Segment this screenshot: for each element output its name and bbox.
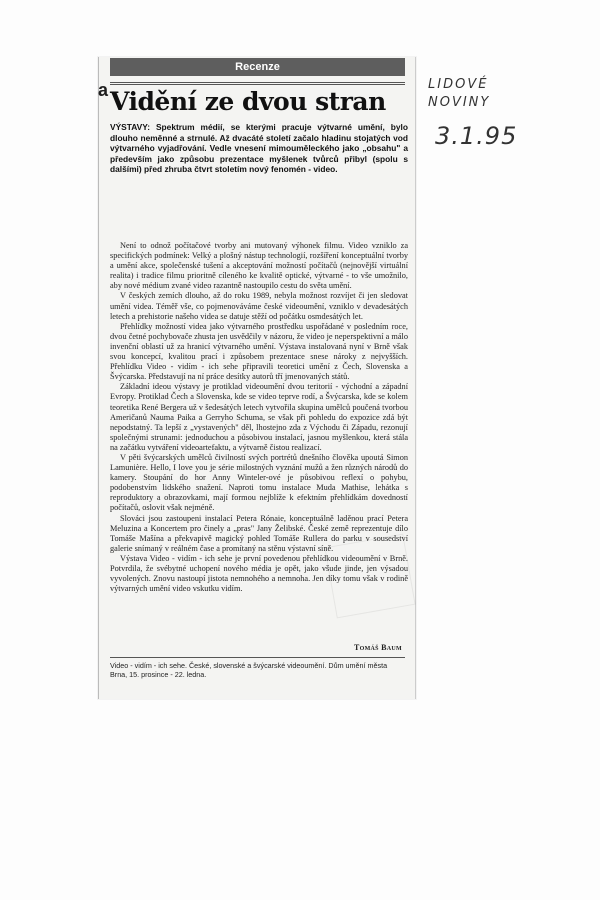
handwritten-date: 3.1.95: [435, 122, 518, 150]
info-rule: [110, 657, 405, 658]
paragraph: Výstava Video - vidím - ich sehe je první povedenou přehlídkou videoumění v Brně. Potvrdila, že svébytné uchopení nového média je opět, jako všude jinde, jen výsadou vyvolených. Znovu nastoupí jistota nemnohého a nemnoha. Jen díky tomu však v rodině výtvarných umění video vskutku vidím.: [110, 553, 408, 594]
handwritten-source-line2: NOVINY: [428, 95, 491, 110]
paragraph: V pěti švýcarských umělců čivilností svých portrétů dnešního člověka upoutá Simon Lamunière. Hello, I love you je série milostných vyznání mužů a žen různých národů do kamery. Stoupání do hor Anny Winteler-ové je působivou reflexí o pohybu, podobenstvím lidského snažení. Naproti tomu instalace Muda Mathise, lehátka s reproduktory a obrazovkami, mají formou nejblíže k efektním přehlídkám dovedností počítačů, oslovit však nejméně.: [110, 452, 408, 513]
lead-label: VÝSTAVY:: [110, 122, 151, 132]
author-signature: Tomáš Baum: [353, 643, 402, 652]
handwritten-source-line1: LIDOVÉ: [428, 77, 489, 92]
paragraph: Základní ideou výstavy je protiklad videoumění dvou teritorií - východní a západní Evropy. Protiklad Čech a Slovenska, kde se video teprve rodí, a Švýcarska, kde se kolem teoretika René Bergera už v šedesátých letech vytvořila skupina umělců poučená tvorbou Američanů Nauma Paika a Gerryho Schuma, se však při pohledu do expozice zdá být nepodstatný. Ta lepší z „vystavených" děl, lhostejno zda z Východu či Západu, rezonují společnými strunami: jednoduchou a působivou instalací, jasnou myšlenkou, která stála na začátku vytváření videoartefaktu, a výtvarně čistou realizací.: [110, 382, 408, 452]
paragraph: Přehlídky možností videa jako výtvarného prostředku uspořádané v posledním roce, dvou četné pochybovače zhusta jen usvědčily v názoru, že video je neperspektivní a málo invenční oblastí už za hranicí výtvarného umění. Výstava instalovaná nyní v Brně však svou koncepcí, kvalitou prací i způsobem prezentace snese nároky z nejvyšších. Přehlídku Video - vidím - ich sehe připravili teoretici umění z Čech, Slovenska a Švýcarska. Představují na ní práce desítky autorů tří jmenovaných států.: [110, 321, 408, 382]
top-rule-thin: [110, 84, 405, 85]
lead-text: Spektrum médií, se kterými pracuje výtvarné umění, bylo dlouho neměnné a strnulé. Až dvacáté století začalo hladinu stojatých vod výtvarného vyjadřování. Vedle vnesení mimouměleckého jako „obsahu" a především jako způsobu prezentace myšlenek tvůrců přibyl (spolu s dalšími) před zhruba čtvrt stoletím nový fenomén - video.: [110, 122, 408, 175]
exhibition-info: Video - vidím - ich sehe. České, slovenské a švýcarské videoumění. Dům umění města Brna, 15. prosince - 22. ledna.: [110, 661, 388, 680]
paragraph: Není to odnož počítačové tvorby ani mutovaný výhonek filmu. Video vzniklo za specifických podmínek: Velký a plošný nástup technologií, rozšíření konceptuální tvorby a umění akce, společenské tušení a akceptování možností počítačů (nejnovější virtuální realita) i tradice filmu prioritně cíleného ke kvalitě optické, výtvarné - to vše umožnilo, aby nové médium zvané video razantně nastoupilo cestu do světa umění.: [110, 241, 408, 291]
section-rubric: Recenze: [110, 58, 405, 76]
article-title: Vidění ze dvou stran: [110, 87, 386, 116]
paragraph: Slováci jsou zastoupeni instalací Petera Rónaie, konceptuálně laděnou prací Petera Meluzina a Koncertem pro činely a „pras" Jany Želibské. České země reprezentuje dílo Tomáše Mašína a překvapivě magický pohled Tomáše Rullera do parku v sousedství galerie snímaný v reálném čase a promítaný na stěnu výstavní síně.: [110, 513, 408, 553]
top-rule: [110, 82, 405, 83]
edge-fragment: a: [98, 80, 109, 100]
stamp-ghost: [324, 534, 415, 619]
article-lead: [110, 122, 408, 175]
paragraph: V českých zemích dlouho, až do roku 1989, nebyla možnost rozvíjet či jen sledovat umění videa. Téměř vše, co pojmenováváme české videoumění, vzniklo v devadesátých letech a prehistorie našeho videa se datuje stěží od počátku osmdesátých let.: [110, 291, 408, 321]
